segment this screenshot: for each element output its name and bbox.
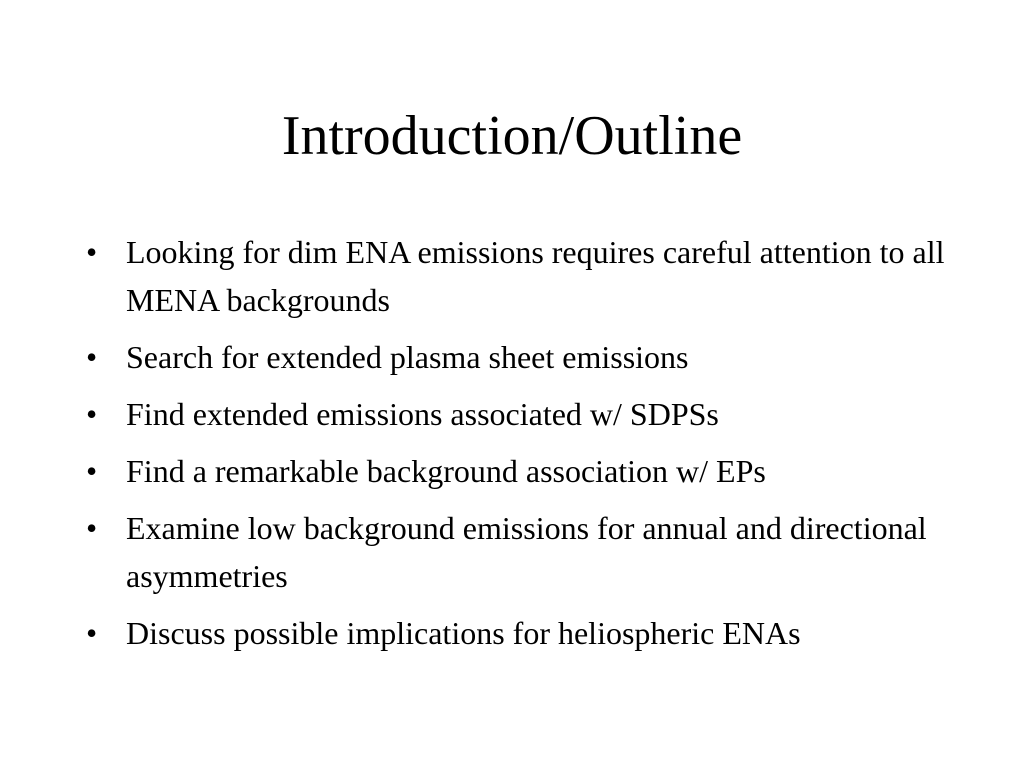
bullet-marker: • (86, 453, 98, 489)
bullet-item (84, 504, 954, 600)
bullet-text: Examine low background emissions for annual and directional asymmetries (126, 510, 927, 594)
bullet-text: Looking for dim ENA emissions requires careful attention to all MENA backgrounds (126, 234, 945, 318)
bullet-marker: • (86, 615, 98, 651)
bullet-item (84, 447, 954, 495)
bullet-text: Find a remarkable background association w/ EPs (126, 453, 766, 489)
bullet-marker: • (86, 510, 98, 546)
bullet-list (84, 228, 954, 666)
bullet-marker: • (86, 396, 98, 432)
bullet-text: Search for extended plasma sheet emissions (126, 339, 689, 375)
bullet-marker: • (86, 339, 98, 375)
bullet-text: Discuss possible implications for heliospheric ENAs (126, 615, 801, 651)
bullet-text: Find extended emissions associated w/ SDPSs (126, 396, 719, 432)
slide-title: Introduction/Outline (281, 105, 743, 167)
bullet-item (84, 333, 954, 381)
bullet-item (84, 390, 954, 438)
bullet-marker: • (86, 234, 98, 270)
bullet-item (84, 228, 954, 324)
bullet-item (84, 609, 954, 657)
